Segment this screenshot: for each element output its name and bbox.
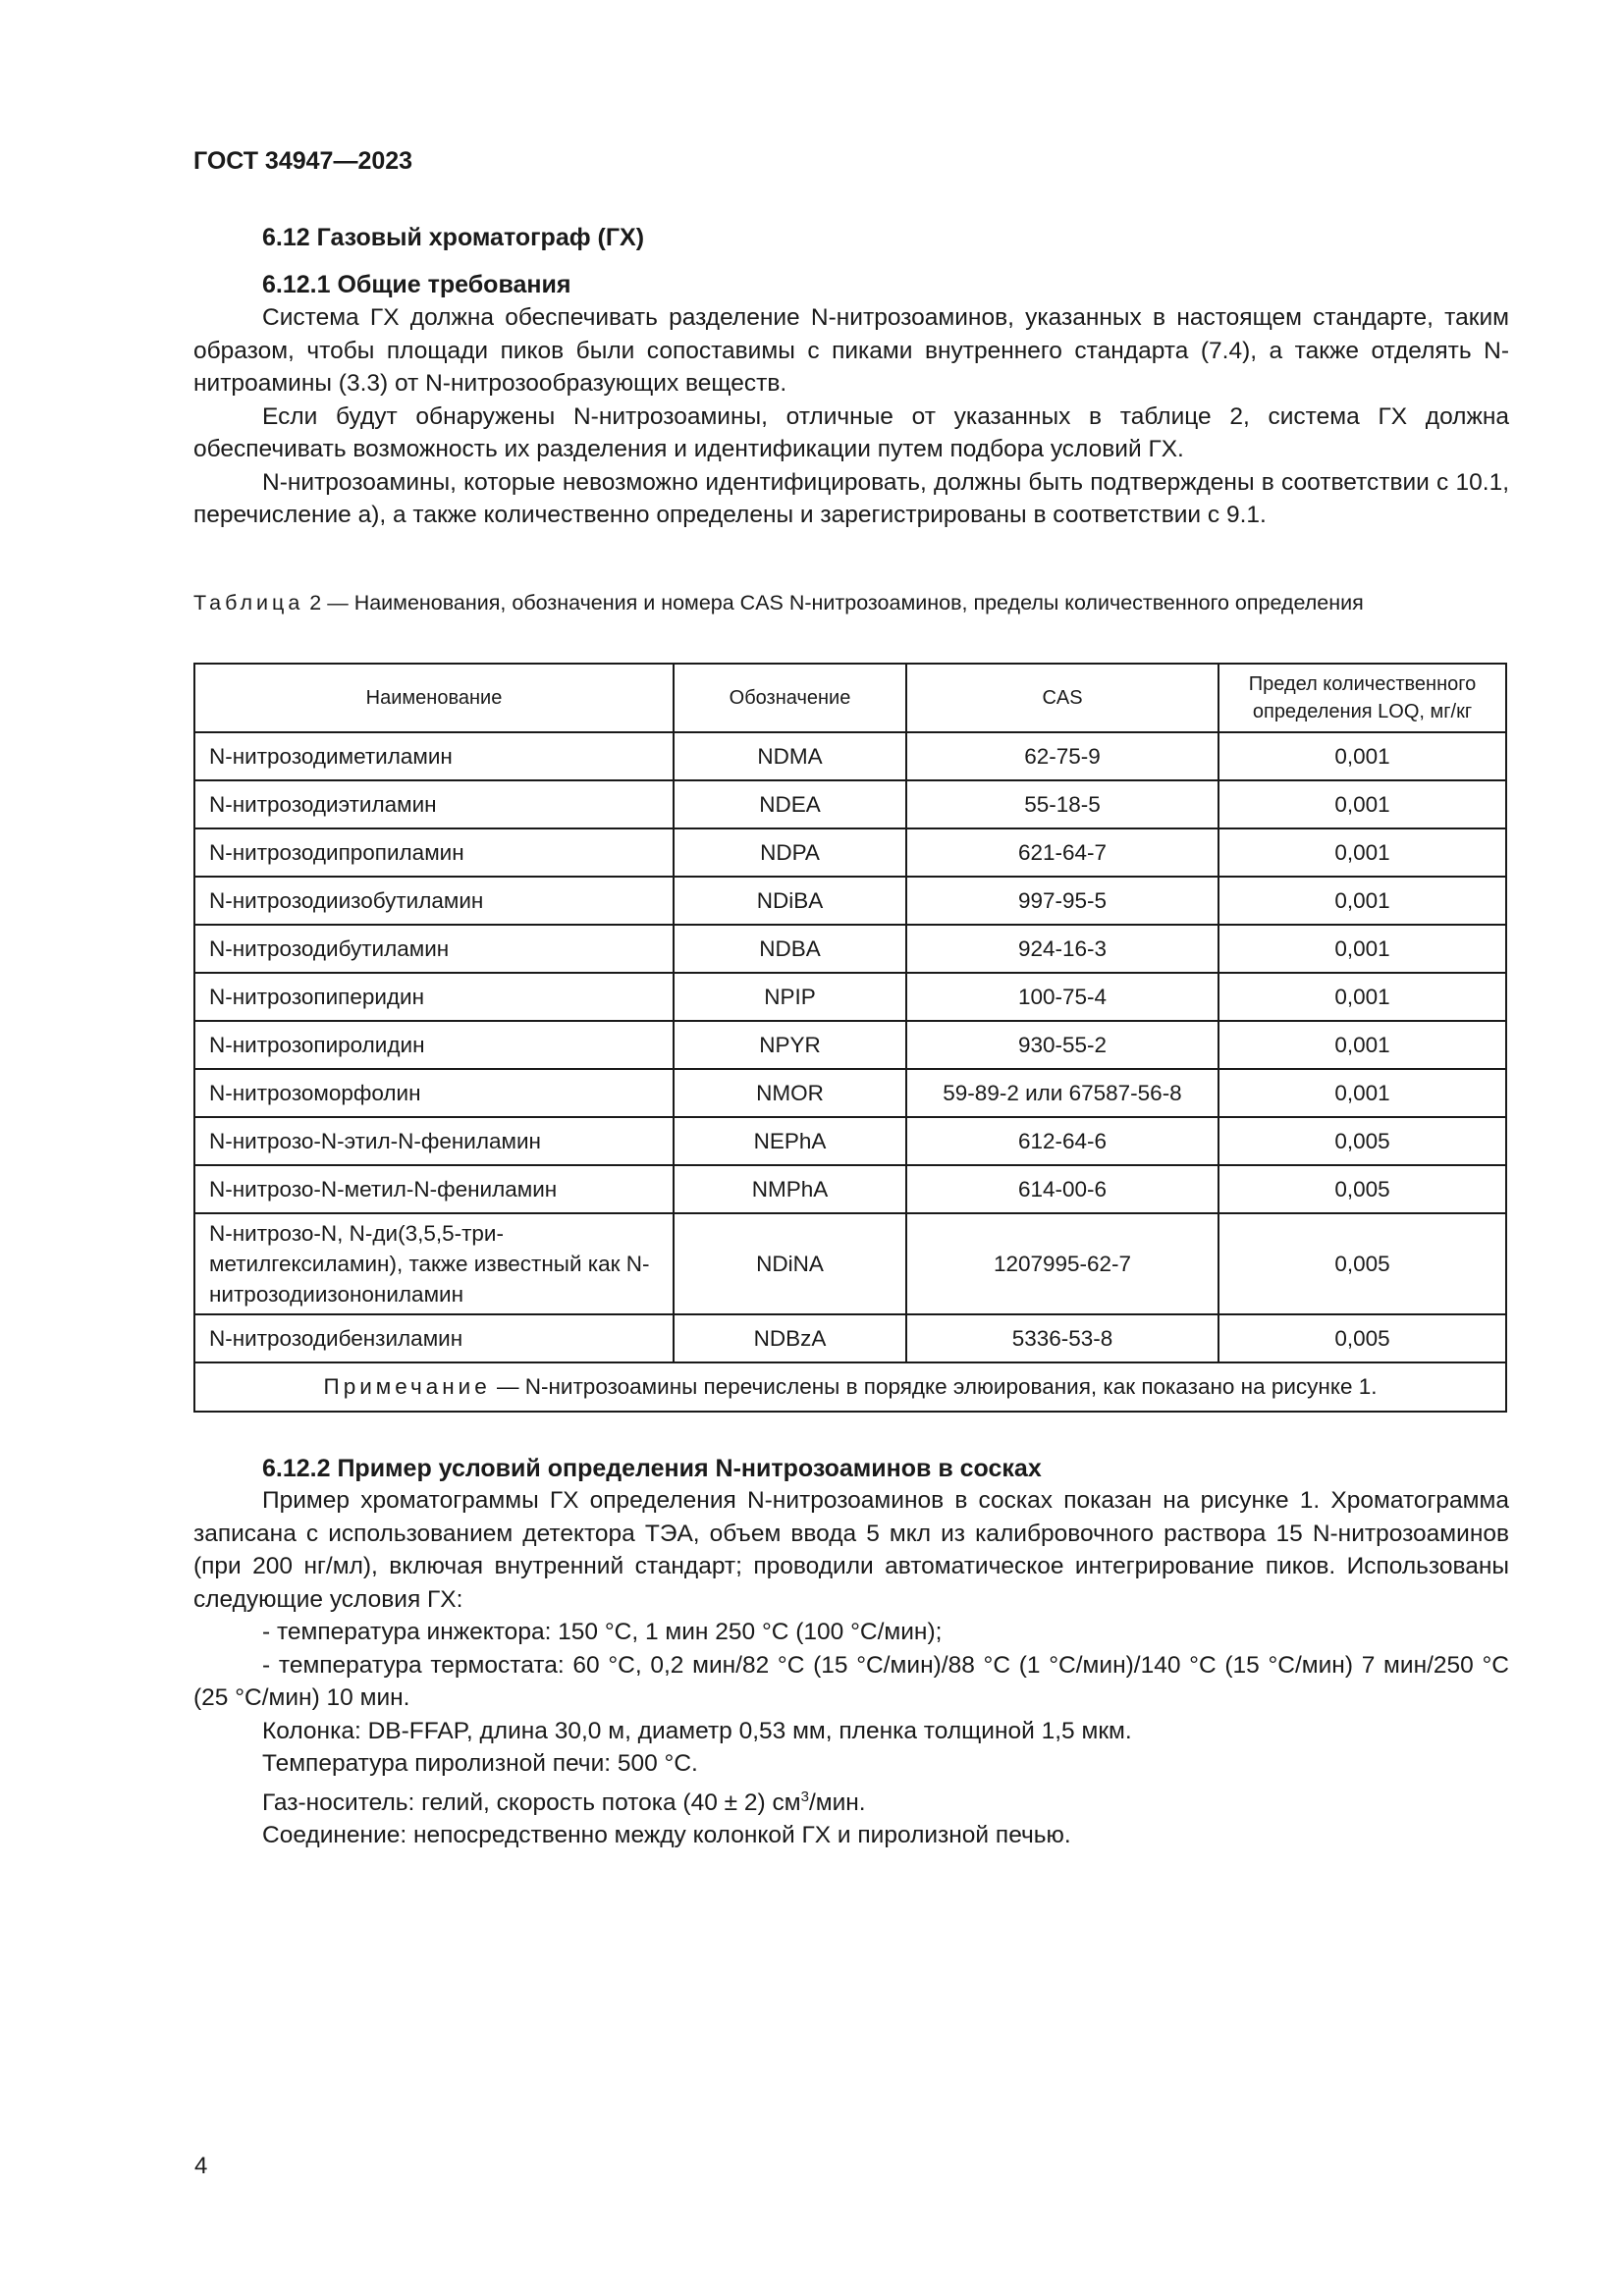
condition-item: - температура инжектора: 150 °С, 1 мин 250 °С (100 °С/мин); bbox=[262, 1619, 943, 1645]
table-row bbox=[194, 828, 1506, 877]
paragraph: Колонка: DB-FFAP, длина 30,0 м, диаметр 0,53 мм, пленка толщиной 1,5 мкм. bbox=[262, 1717, 1132, 1744]
table-caption bbox=[193, 587, 1509, 618]
loq-cell: 0,001 bbox=[1218, 828, 1506, 877]
cas-cell: 62-75-9 bbox=[906, 732, 1218, 780]
gas-unit: /мин. bbox=[808, 1789, 866, 1816]
table-row bbox=[194, 1213, 1506, 1314]
table-note bbox=[194, 1362, 1506, 1412]
code-cell: NMPhA bbox=[674, 1165, 906, 1213]
code-cell: NDiNA bbox=[674, 1213, 906, 1314]
table-row bbox=[194, 1117, 1506, 1165]
paragraph: Соединение: непосредственно между колонкой ГХ и пиролизной печью. bbox=[262, 1822, 1071, 1849]
name-cell: N-нитрозодибутиламин bbox=[194, 925, 674, 973]
cas-cell: 621-64-7 bbox=[906, 828, 1218, 877]
column-header: CAS bbox=[906, 664, 1218, 732]
code-cell: NMOR bbox=[674, 1069, 906, 1117]
loq-cell: 0,001 bbox=[1218, 877, 1506, 925]
code-cell: NDMA bbox=[674, 732, 906, 780]
document-header: ГОСТ 34947—2023 bbox=[193, 147, 413, 175]
section-6-12-2 bbox=[193, 1455, 1509, 1852]
name-cell: N-нитрозо-N, N-ди(3,5,5-три-метилгексиламин), также известный как N-нитрозодиизонониламин bbox=[194, 1213, 674, 1314]
loq-cell: 0,005 bbox=[1218, 1213, 1506, 1314]
cas-cell: 100-75-4 bbox=[906, 973, 1218, 1021]
name-cell: N-нитрозодиэтиламин bbox=[194, 780, 674, 828]
loq-cell: 0,005 bbox=[1218, 1117, 1506, 1165]
cas-cell: 614-00-6 bbox=[906, 1165, 1218, 1213]
table-row bbox=[194, 780, 1506, 828]
section-title: 6.12 Газовый хроматограф (ГХ) bbox=[262, 224, 645, 251]
cas-cell: 930-55-2 bbox=[906, 1021, 1218, 1069]
name-cell: N-нитрозодипропиламин bbox=[194, 828, 674, 877]
paragraph bbox=[193, 1781, 1509, 1820]
paragraph: Пример хроматограммы ГХ определения N-нитрозоаминов в сосках показан на рисунке 1. Хроматограмма записана с использованием детектора ТЭА, объем ввода 5 мкл из калибровочного раствора 15 N-нитрозоаминов (при 200 нг/мл), включая внутренний стандарт; проводили автоматическое интегрирование пиков. Использованы следующие условия ГХ: bbox=[193, 1487, 1509, 1613]
table-row bbox=[194, 732, 1506, 780]
page-number: 4 bbox=[194, 2153, 208, 2179]
cas-cell: 59-89-2 или 67587-56-8 bbox=[906, 1069, 1218, 1117]
name-cell: N-нитрозодиизобутиламин bbox=[194, 877, 674, 925]
column-header: Предел количественного определения LOQ, мг/кг bbox=[1218, 664, 1506, 732]
gas-text: Газ-носитель: гелий, скорость потока (40 ± 2) см bbox=[262, 1789, 801, 1816]
name-cell: N-нитрозо-N-метил-N-фениламин bbox=[194, 1165, 674, 1213]
loq-cell: 0,005 bbox=[1218, 1165, 1506, 1213]
loq-cell: 0,001 bbox=[1218, 1021, 1506, 1069]
table-header-row bbox=[194, 664, 1506, 732]
paragraph: Если будут обнаружены N-нитрозоамины, отличные от указанных в таблице 2, система ГХ должна обеспечивать возможность их разделения и идентификации путем подбора условий ГХ. bbox=[193, 402, 1509, 462]
name-cell: N-нитрозопиролидин bbox=[194, 1021, 674, 1069]
code-cell: NDiBA bbox=[674, 877, 906, 925]
loq-cell: 0,001 bbox=[1218, 973, 1506, 1021]
section-title: 6.12.1 Общие требования bbox=[262, 271, 571, 298]
cas-cell: 924-16-3 bbox=[906, 925, 1218, 973]
condition-item: - температура термостата: 60 °С, 0,2 мин/82 °С (15 °С/мин)/88 °С (1 °С/мин)/140 °С (15 °С/мин) 7 мин/250 °С (25 °С/мин) 10 мин. bbox=[193, 1651, 1509, 1711]
loq-cell: 0,001 bbox=[1218, 780, 1506, 828]
loq-cell: 0,001 bbox=[1218, 925, 1506, 973]
code-cell: NDEA bbox=[674, 780, 906, 828]
section-title: 6.12.2 Пример условий определения N-нитрозоаминов в сосках bbox=[262, 1455, 1042, 1482]
table-row bbox=[194, 1165, 1506, 1213]
code-cell: NDBA bbox=[674, 925, 906, 973]
loq-cell: 0,001 bbox=[1218, 732, 1506, 780]
code-cell: NDBzA bbox=[674, 1314, 906, 1362]
name-cell: N-нитрозопиперидин bbox=[194, 973, 674, 1021]
table-row bbox=[194, 1314, 1506, 1362]
code-cell: NPIP bbox=[674, 973, 906, 1021]
table-row bbox=[194, 1069, 1506, 1117]
cas-cell: 5336-53-8 bbox=[906, 1314, 1218, 1362]
section-6-12-1 bbox=[193, 271, 1509, 532]
cas-cell: 55-18-5 bbox=[906, 780, 1218, 828]
cas-cell: 1207995-62-7 bbox=[906, 1213, 1218, 1314]
caption-label: Таблица bbox=[193, 591, 304, 614]
cas-cell: 612-64-6 bbox=[906, 1117, 1218, 1165]
name-cell: N-нитрозоморфолин bbox=[194, 1069, 674, 1117]
table-row bbox=[194, 877, 1506, 925]
table-row bbox=[194, 1021, 1506, 1069]
code-cell: NPYR bbox=[674, 1021, 906, 1069]
table-note-row bbox=[194, 1362, 1506, 1412]
loq-cell: 0,001 bbox=[1218, 1069, 1506, 1117]
name-cell: N-нитрозодибензиламин bbox=[194, 1314, 674, 1362]
loq-cell: 0,005 bbox=[1218, 1314, 1506, 1362]
paragraph: N-нитрозоамины, которые невозможно идентифицировать, должны быть подтверждены в соответствии с 10.1, перечисление а), а также количественно определены и зарегистрированы в соответствии с 9.1. bbox=[193, 468, 1509, 528]
note-label: Примечание bbox=[323, 1374, 491, 1399]
column-header: Обозначение bbox=[674, 664, 906, 732]
note-text: — N-нитрозоамины перечислены в порядке элюирования, как показано на рисунке 1. bbox=[490, 1374, 1378, 1399]
caption-text: 2 — Наименования, обозначения и номера CAS N-нитрозоаминов, пределы количественного определения bbox=[303, 591, 1364, 614]
name-cell: N-нитрозодиметиламин bbox=[194, 732, 674, 780]
paragraph: Температура пиролизной печи: 500 °С. bbox=[262, 1750, 698, 1777]
superscript: 3 bbox=[800, 1788, 809, 1805]
column-header: Наименование bbox=[194, 664, 674, 732]
name-cell: N-нитрозо-N-этил-N-фениламин bbox=[194, 1117, 674, 1165]
code-cell: NDPA bbox=[674, 828, 906, 877]
code-cell: NEPhA bbox=[674, 1117, 906, 1165]
nitrosamines-table bbox=[193, 663, 1507, 1413]
table-row bbox=[194, 973, 1506, 1021]
paragraph: Система ГХ должна обеспечивать разделение N-нитрозоаминов, указанных в настоящем стандарте, таким образом, чтобы площади пиков были сопоставимы с пиками внутреннего стандарта (7.4), а также отделять N-нитроамины (3.3) от N-нитрозообразующих веществ. bbox=[193, 304, 1509, 397]
section-6-12 bbox=[193, 224, 1509, 252]
table-row bbox=[194, 925, 1506, 973]
cas-cell: 997-95-5 bbox=[906, 877, 1218, 925]
